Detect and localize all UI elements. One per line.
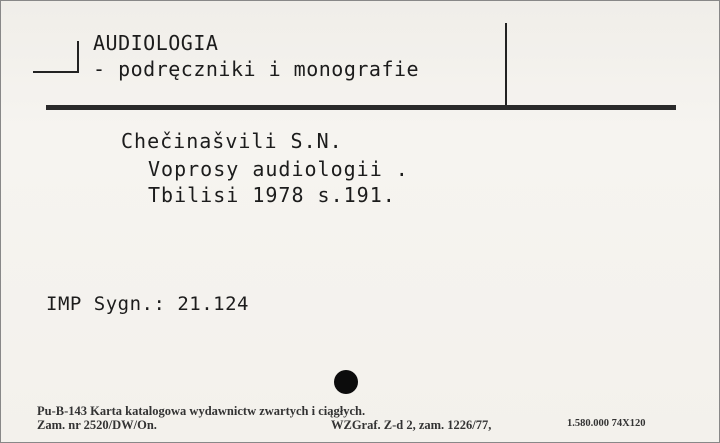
footer-print-run: 1.580.000 74X120 [567,418,646,429]
footer-order-number: Zam. nr 2520/DW/On. [37,418,157,432]
subject-subheading: - podręczniki i monografie [93,57,420,81]
call-number: IMP Sygn.: 21.124 [46,293,249,315]
vertical-rule [505,23,507,105]
subject-tab-marker [33,41,79,73]
subject-heading: AUDIOLOGIA [93,31,219,55]
entry-title: Voprosy audiologii . [148,157,409,181]
footer-printer: WZGraf. Z-d 2, zam. 1226/77, [331,418,492,432]
footer-form-title: Pu-B-143 Karta katalogowa wydawnictw zwartych i ciągłych. [37,404,366,418]
entry-imprint: Tbilisi 1978 s.191. [148,183,396,207]
horizontal-rule [46,105,676,110]
entry-author: Chečinašvili S.N. [121,129,343,153]
punch-hole [334,370,358,394]
